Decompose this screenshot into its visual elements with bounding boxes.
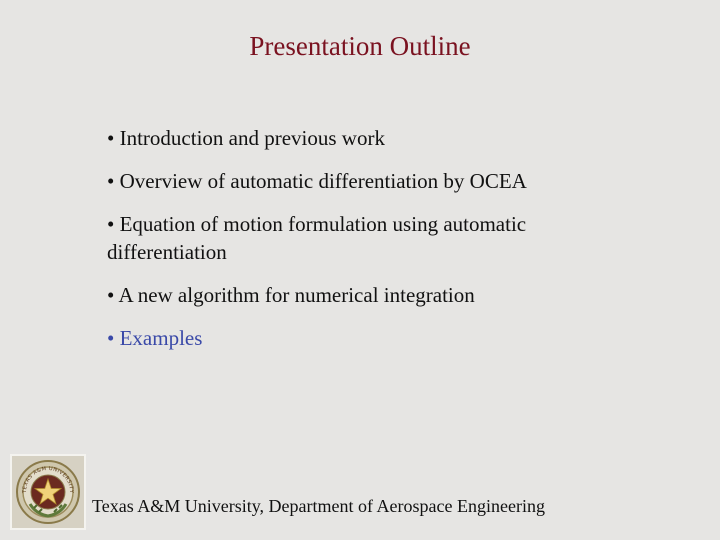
svg-text:TEXAS A&M UNIVERSITY: TEXAS A&M UNIVERSITY	[21, 465, 75, 494]
outline-item-examples: • Examples	[107, 326, 203, 350]
footer-institution: Texas A&M University, Department of Aerospace Engineering	[92, 496, 545, 516]
university-seal-icon	[10, 454, 86, 530]
outline-item-equation-of-motion: • Equation of motion formulation using automatic differentiation	[107, 212, 527, 264]
outline-item-overview: • Overview of automatic differentiation by OCEA	[107, 169, 527, 193]
outline-list	[107, 124, 607, 367]
outline-item-introduction: • Introduction and previous work	[107, 126, 385, 150]
outline-item-new-algorithm: • A new algorithm for numerical integration	[107, 283, 475, 307]
slide-title: Presentation Outline	[249, 31, 471, 61]
